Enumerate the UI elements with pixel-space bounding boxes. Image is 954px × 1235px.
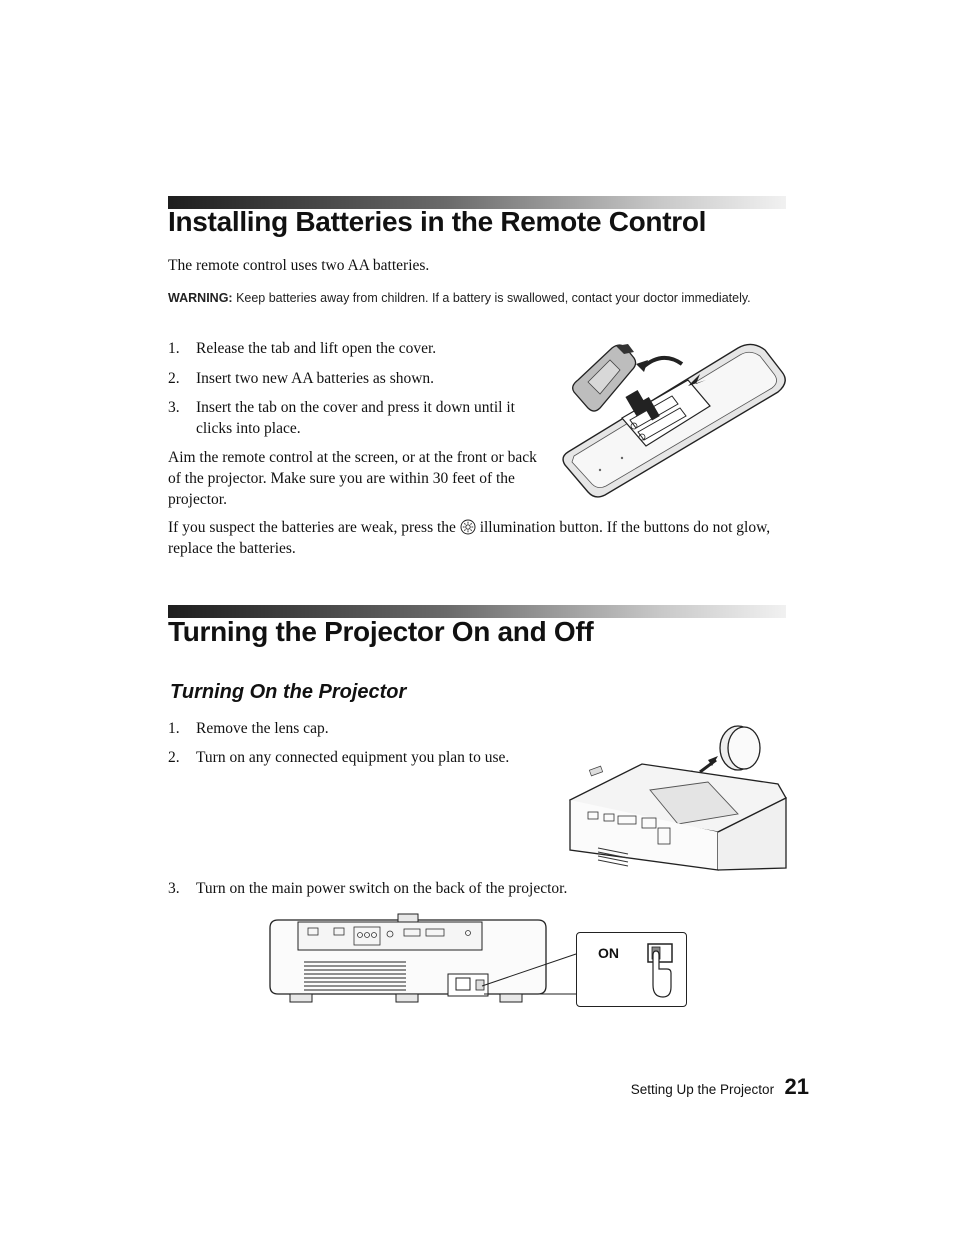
step-text: Release the tab and lift open the cover. — [196, 340, 437, 357]
step-number: 2. — [168, 749, 180, 766]
step-number: 2. — [168, 370, 180, 387]
warning-label: WARNING: — [168, 291, 233, 305]
footer-section-label: Setting Up the Projector — [630, 1082, 775, 1097]
weak-batteries-paragraph — [168, 517, 786, 559]
warning-note — [168, 290, 768, 307]
page-footer — [631, 1074, 809, 1100]
power-switch-callout — [576, 932, 687, 1007]
battery-cover — [573, 344, 636, 411]
on-label: ON — [598, 945, 619, 961]
illumination-icon — [460, 519, 476, 535]
page-number: 21 — [784, 1074, 809, 1099]
heading-turning-projector: Turning the Projector On and Off — [168, 616, 594, 647]
step-text: Insert two new AA batteries as shown. — [196, 370, 435, 387]
power-switch-icon — [645, 941, 679, 1001]
step-number: 1. — [168, 340, 180, 357]
batteries-intro: The remote control uses two AA batteries. — [168, 257, 430, 274]
step-number: 1. — [168, 720, 180, 737]
aim-paragraph: Aim the remote control at the screen, or at the front or back of the projector. Make sure you are within 30 feet of the projector. — [168, 449, 537, 508]
step-text: Insert the tab on the cover and press it down until it clicks into place. — [196, 399, 515, 437]
step-text: Remove the lens cap. — [196, 720, 329, 737]
step-number: 3. — [168, 399, 180, 416]
lens-cap — [720, 726, 760, 770]
subheading-turning-on: Turning On the Projector — [170, 681, 407, 703]
lens-cap-illustration — [568, 720, 790, 870]
step-number: 3. — [168, 880, 180, 897]
remote-battery-illustration — [560, 340, 790, 500]
weak-text-after: illumination button. If the buttons do not glow, replace the batteries. — [168, 519, 771, 557]
warning-text: Keep batteries away from children. If a battery is swallowed, contact your doctor immediately. — [236, 291, 751, 305]
step-text: Turn on the main power switch on the back of the projector. — [196, 880, 568, 897]
heading-installing-batteries: Installing Batteries in the Remote Control — [168, 206, 707, 237]
weak-text-before: If you suspect the batteries are weak, press the — [168, 519, 456, 536]
step-text: Turn on any connected equipment you plan to use. — [196, 749, 510, 766]
